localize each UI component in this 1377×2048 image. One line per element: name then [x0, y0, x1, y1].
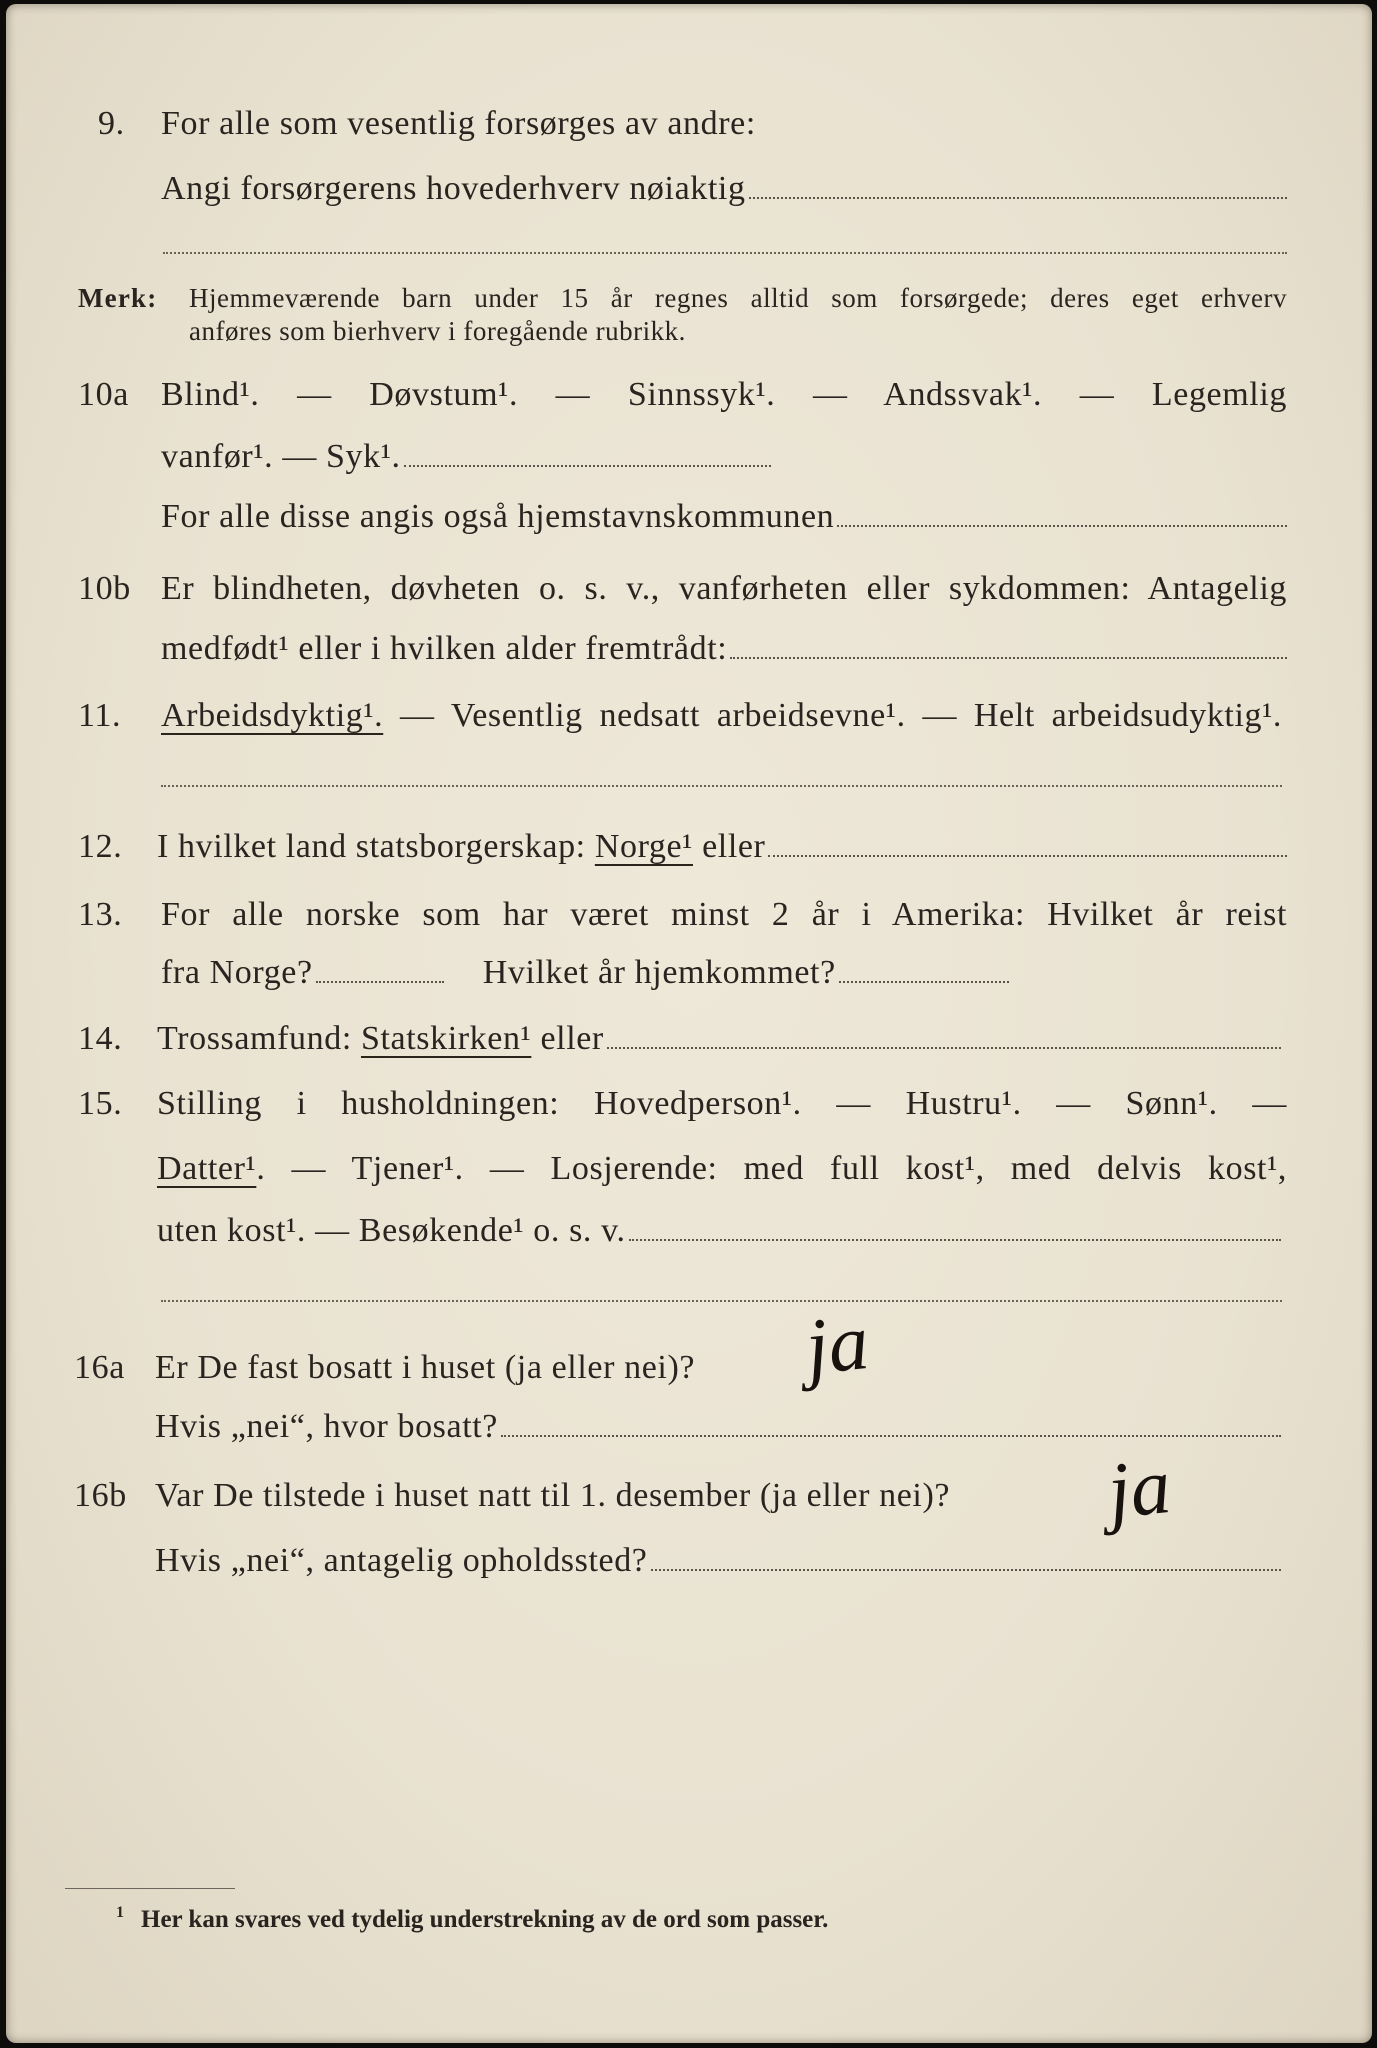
item-12-line: [157, 827, 1287, 867]
note-label: Merk:: [78, 283, 158, 313]
item-10a-number: 10a: [78, 376, 129, 413]
item-13-departure-prompt: fra Norge?: [161, 954, 313, 991]
item-13-return-answer-line: [839, 981, 1009, 983]
item-10a-line-2: [161, 437, 771, 477]
item-16b-answer-line: [651, 1569, 1282, 1571]
item-16b-question: Var De tilstede i huset natt til 1. desember (ja eller nei)?: [155, 1477, 951, 1514]
item-12-or: eller: [692, 828, 766, 865]
item-10a-answer-line: [404, 465, 771, 467]
item-16b-whereabouts-prompt: Hvis „nei“, antagelig opholdssted?: [155, 1542, 648, 1579]
item-12-text: [157, 827, 765, 867]
item-16a-answer-line: [501, 1435, 1281, 1437]
item-13-number: 13.: [78, 896, 123, 933]
item-15-line-3-text: uten kost¹. — Besøkende¹ o. s. v.: [157, 1212, 626, 1249]
item-9-occupation-prompt: Angi forsørgerens hovederhverv nøiaktig: [161, 170, 746, 207]
item-16a-where-prompt: Hvis „nei“, hvor bosatt?: [155, 1408, 498, 1445]
item-9-answer-line: [749, 197, 1287, 199]
item-13-line-2: [161, 953, 1009, 993]
item-16b-number: 16b: [74, 1477, 127, 1514]
item-14-or: eller: [531, 1020, 604, 1057]
item-12-underlined-choice: Norge¹: [594, 828, 693, 865]
item-9-question: For alle som vesentlig forsørges av andre:: [161, 105, 756, 142]
item-10a-line-3: [161, 497, 1287, 537]
item-14-line: [157, 1019, 1281, 1059]
item-14-answer-line: [607, 1047, 1281, 1049]
item-12-number: 12.: [78, 828, 123, 865]
item-15-line-2-rest: . — Tjener¹. — Losjerende: med full kost¹, med delvis kost¹,: [256, 1150, 1287, 1187]
item-15-line-2: [157, 1149, 1287, 1189]
item-12-prompt: I hvilket land statsborgerskap:: [157, 828, 595, 865]
note-line-1: Hjemmeværende barn under 15 år regnes alltid som forsørgede; deres eget erhverv: [189, 283, 1287, 313]
item-10b-answer-line: [730, 657, 1287, 659]
item-10a-line-1: Blind¹. — Døvstum¹. — Sinnssyk¹. — Andssvak¹. — Legemlig: [161, 376, 1287, 413]
item-15-blank-line: [161, 1300, 1282, 1302]
item-15-line-1: Stilling i husholdningen: Hovedperson¹. — Hustru¹. — Sønn¹. —: [157, 1085, 1287, 1122]
item-11-rest: — Vesentlig nedsatt arbeidsevne¹. — Helt arbeidsudyktig¹.: [383, 697, 1282, 734]
item-9-number: 9.: [98, 105, 125, 142]
item-13-departure-answer-line: [316, 981, 444, 983]
item-10a-home-municipality-prompt: For alle disse angis også hjemstavnskommunen: [161, 498, 835, 535]
item-13-return-prompt: Hvilket år hjemkommet?: [482, 954, 836, 991]
item-11-underlined-choice: Arbeidsdyktig¹.: [161, 697, 384, 734]
item-15-underlined-choice: Datter¹: [157, 1150, 257, 1187]
item-9-occupation-row: [161, 169, 1287, 209]
item-11-number: 11.: [78, 697, 122, 734]
item-15-answer-line: [629, 1239, 1281, 1241]
item-16a-handwritten-answer: ja: [801, 1297, 873, 1393]
item-14-text: [157, 1019, 604, 1059]
note-line-2: anføres som bierhverv i foregående rubrikk.: [189, 316, 686, 346]
item-16a-question: Er De fast bosatt i huset (ja eller nei)?: [155, 1349, 696, 1386]
item-16a-number: 16a: [74, 1349, 125, 1386]
item-11-line: [161, 696, 1282, 736]
item-12-answer-line: [768, 855, 1287, 857]
item-10b-line-2: [161, 629, 1287, 669]
item-13-line-1: For alle norske som har været minst 2 år i Amerika: Hvilket år reist: [161, 896, 1287, 933]
item-11-blank-line: [161, 785, 1282, 787]
footnote-mark: 1: [116, 1904, 124, 1921]
item-16b-line-2: [155, 1541, 1281, 1581]
item-15-line-3: [157, 1211, 1281, 1251]
footnote-rule: [65, 1888, 235, 1889]
item-10a-municipality-answer-line: [837, 525, 1287, 527]
item-14-underlined-choice: Statskirken¹: [360, 1020, 532, 1057]
item-16a-line-2: [155, 1407, 1281, 1447]
item-14-number: 14.: [78, 1020, 123, 1057]
item-10a-line-2-text: vanfør¹. — Syk¹.: [161, 438, 401, 475]
item-10b-number: 10b: [78, 570, 131, 607]
item-9-blank-line: [163, 252, 1287, 254]
item-10b-line-1: Er blindheten, døvheten o. s. v., vanførheten eller sykdommen: Antagelig: [161, 570, 1287, 607]
item-15-number: 15.: [78, 1085, 123, 1122]
item-16b-handwritten-answer: ja: [1103, 1441, 1175, 1537]
item-10b-line-2-text: medfødt¹ eller i hvilken alder fremtrådt:: [161, 630, 728, 667]
item-14-prompt: Trossamfund:: [157, 1020, 361, 1057]
footnote-text: Her kan svares ved tydelig understrekning av de ord som passer.: [141, 1906, 829, 1933]
